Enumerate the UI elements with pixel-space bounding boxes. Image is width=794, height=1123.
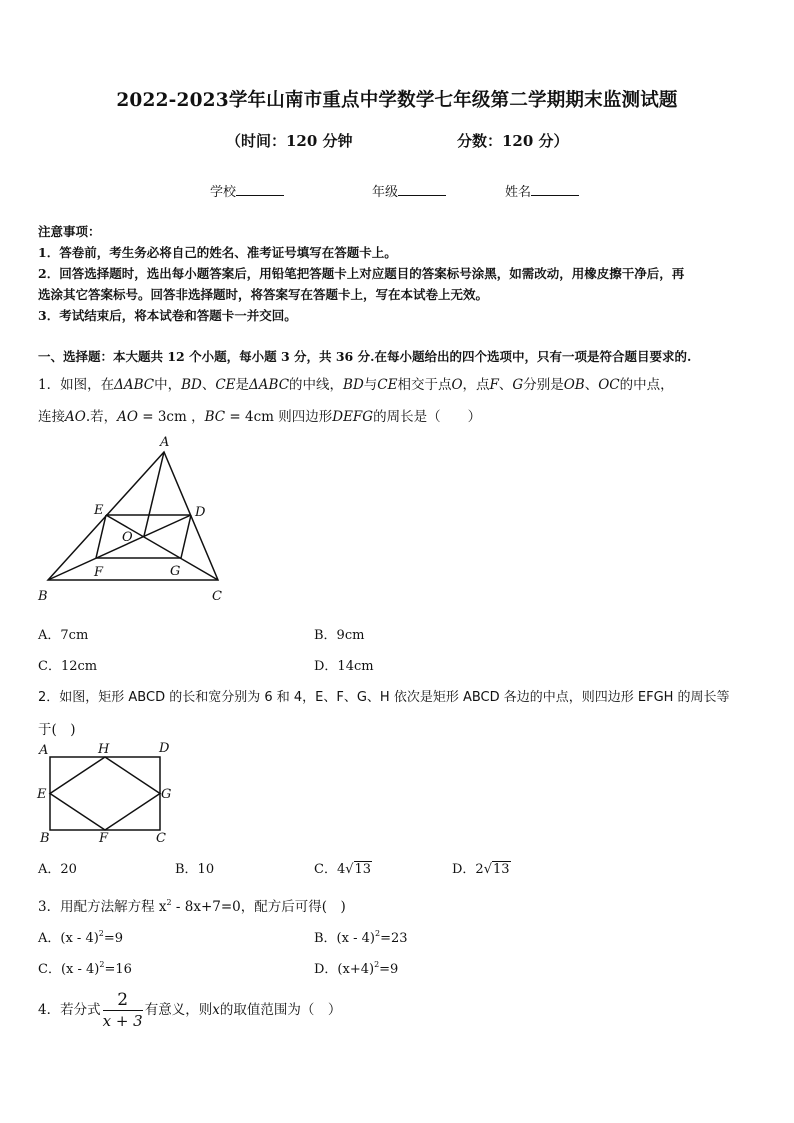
q1-math: G [512, 377, 524, 393]
school-field [210, 181, 284, 200]
notes-heading: 注意事项： [38, 224, 101, 239]
q1-text: 的周长是（ ） [373, 409, 482, 425]
label-h: H [98, 742, 110, 757]
q1-text: 的中线， [289, 377, 344, 393]
grade-blank [398, 181, 446, 196]
label-c: C [156, 831, 166, 846]
q1-stem-line1 [38, 373, 674, 393]
label-b: B [38, 589, 48, 604]
q1-text: 、 [201, 377, 216, 393]
q1-math: BD [343, 377, 364, 393]
q1-math: ΔABC [249, 377, 290, 393]
q2-stem-line2: 于( ) [38, 722, 76, 738]
q3-text: - 8x+7=0，配方后可得( ) [171, 899, 346, 915]
option-text: B．(x - 4) [314, 931, 375, 946]
q3-stem [38, 895, 346, 915]
q1-option-b[interactable]: B．9cm [314, 628, 365, 643]
section-heading: 一、选择题：本大题共 12 个小题，每小题 3 分，共 36 分.在每小题给出的四个选项中，只有一项是符合题目要求的. [38, 349, 692, 364]
q1-option-a[interactable]: A．7cm [38, 628, 89, 643]
q1-text: ，点 [462, 377, 490, 393]
rectangle-abcd [50, 757, 160, 830]
q1-math: F [489, 377, 499, 393]
exponent: 2 [98, 929, 104, 938]
q1-text: 连接 [38, 409, 65, 425]
q2-option-b[interactable]: B．10 [175, 862, 215, 877]
q1-text: = 4cm 则四边形 [225, 409, 333, 425]
q1-triangle-figure [36, 430, 236, 608]
option-text: =23 [380, 931, 408, 946]
note-item: 3．考试结束后，将本试卷和答题卡一并交回。 [38, 308, 297, 323]
option-text: D．2 [452, 862, 484, 877]
q1-text: .若， [85, 409, 118, 425]
q1-text: 、 [498, 377, 513, 393]
q1-stem-line2 [38, 405, 481, 425]
label-g: G [161, 787, 172, 802]
median-ce [106, 515, 218, 580]
label-f: F [94, 565, 104, 580]
rhombus-efgh [50, 757, 160, 830]
q1-text: 的中点， [619, 377, 674, 393]
q2-stem-line1: 2．如图，矩形 ABCD 的长和宽分别为 6 和 4，E、F、G、H 依次是矩形 ABCD 各边的中点，则四边形 EFGH 的周长等 [38, 690, 730, 705]
radicand: 13 [354, 862, 372, 877]
exam-time: （时间：120 分钟 [226, 132, 353, 150]
option-text: =16 [104, 962, 132, 977]
q1-math: CE [377, 377, 398, 393]
label-c: C [212, 589, 222, 604]
school-label: 学校 [210, 185, 237, 200]
q1-option-d[interactable]: D．14cm [314, 659, 374, 674]
exam-score: 分数：120 分） [457, 132, 569, 150]
q1-text: 是 [235, 377, 250, 393]
notes-block [38, 221, 684, 326]
q1-math: BC [204, 409, 226, 425]
exponent: 2 [99, 960, 105, 969]
option-text: D．(x+4) [314, 962, 375, 977]
label-a: A [39, 743, 49, 758]
option-text: =9 [379, 962, 399, 977]
q1-math: AO [65, 409, 86, 425]
sqrt-icon: √ [483, 862, 492, 877]
q2-option-d[interactable] [452, 858, 511, 877]
label-a: A [160, 435, 170, 450]
label-e: E [94, 503, 104, 518]
q1-math: ΔABC [114, 377, 155, 393]
note-item: 选涂其它答案标号。回答非选择题时，将答案写在答题卡上，写在本试卷上无效。 [38, 287, 489, 302]
q4-text: 4．若分式 [38, 1002, 101, 1018]
q3-option-b[interactable] [314, 927, 408, 946]
q3-option-d[interactable] [314, 958, 398, 977]
label-b: B [40, 831, 50, 846]
option-text: A．(x - 4) [38, 931, 99, 946]
note-item: 2．回答选择题时，选出每小题答案后，用铅笔把答题卡上对应题目的答案标号涂黑，如需改动，用橡皮擦干净后，再 [38, 266, 685, 281]
q4-math: x [212, 1002, 220, 1018]
q3-text: 3．用配方法解方程 x [38, 899, 167, 915]
option-text: C．(x - 4) [38, 962, 100, 977]
name-blank [531, 181, 579, 196]
option-text: =9 [103, 931, 124, 946]
q1-text: 中， [154, 377, 182, 393]
q4-text: 有意义，则 [144, 1002, 213, 1018]
label-d: D [195, 505, 206, 520]
label-g: G [170, 564, 181, 579]
fraction [103, 990, 143, 1031]
q1-math: O [451, 377, 463, 393]
q1-text: 与 [363, 377, 378, 393]
q1-math: DEFG [332, 409, 374, 425]
q1-math: OB [563, 377, 585, 393]
exponent: 2 [374, 929, 381, 938]
q3-option-c[interactable] [38, 958, 132, 977]
q1-math: OC [598, 377, 620, 393]
fraction-denominator: x + 3 [102, 1012, 143, 1030]
q2-rectangle-figure [34, 738, 184, 848]
segment-dg [181, 515, 191, 558]
q1-text: 1．如图，在 [38, 377, 115, 393]
q1-text: 相交于点 [397, 377, 452, 393]
q1-text: = 3cm ， [137, 409, 205, 425]
q1-math: AO [117, 409, 138, 425]
q1-option-c[interactable]: C．12cm [38, 659, 98, 674]
q1-text: 分别是 [523, 377, 564, 393]
q1-math: CE [215, 377, 236, 393]
triangle-abc [48, 452, 218, 580]
name-field [505, 181, 579, 200]
name-label: 姓名 [505, 185, 532, 200]
q4-stem [38, 990, 341, 1031]
q2-option-a[interactable]: A．20 [38, 862, 77, 877]
q1-text: 、 [584, 377, 599, 393]
label-o: O [122, 530, 133, 545]
option-text: C．4 [314, 862, 346, 877]
label-f: F [99, 831, 109, 846]
grade-label: 年级 [372, 185, 399, 200]
exponent: 2 [374, 960, 380, 969]
segment-ao [144, 452, 164, 536]
q2-option-c[interactable] [314, 858, 372, 877]
label-d: D [159, 741, 170, 756]
q1-math: BD [181, 377, 202, 393]
page-title: 2022-2023学年山南市重点中学数学七年级第二学期期末监测试题 [116, 90, 678, 111]
label-e: E [37, 787, 47, 802]
exponent: 2 [166, 898, 172, 907]
sqrt-icon: √ [345, 862, 354, 877]
radicand: 13 [493, 862, 510, 877]
q4-text: 的取值范围为（ ） [219, 1002, 342, 1018]
school-blank [236, 181, 284, 196]
note-item: 1．答卷前，考生务必将自己的姓名、准考证号填写在答题卡上。 [38, 245, 397, 260]
q3-option-a[interactable] [38, 927, 123, 946]
grade-field [372, 181, 446, 200]
fraction-numerator: 2 [103, 990, 143, 1011]
